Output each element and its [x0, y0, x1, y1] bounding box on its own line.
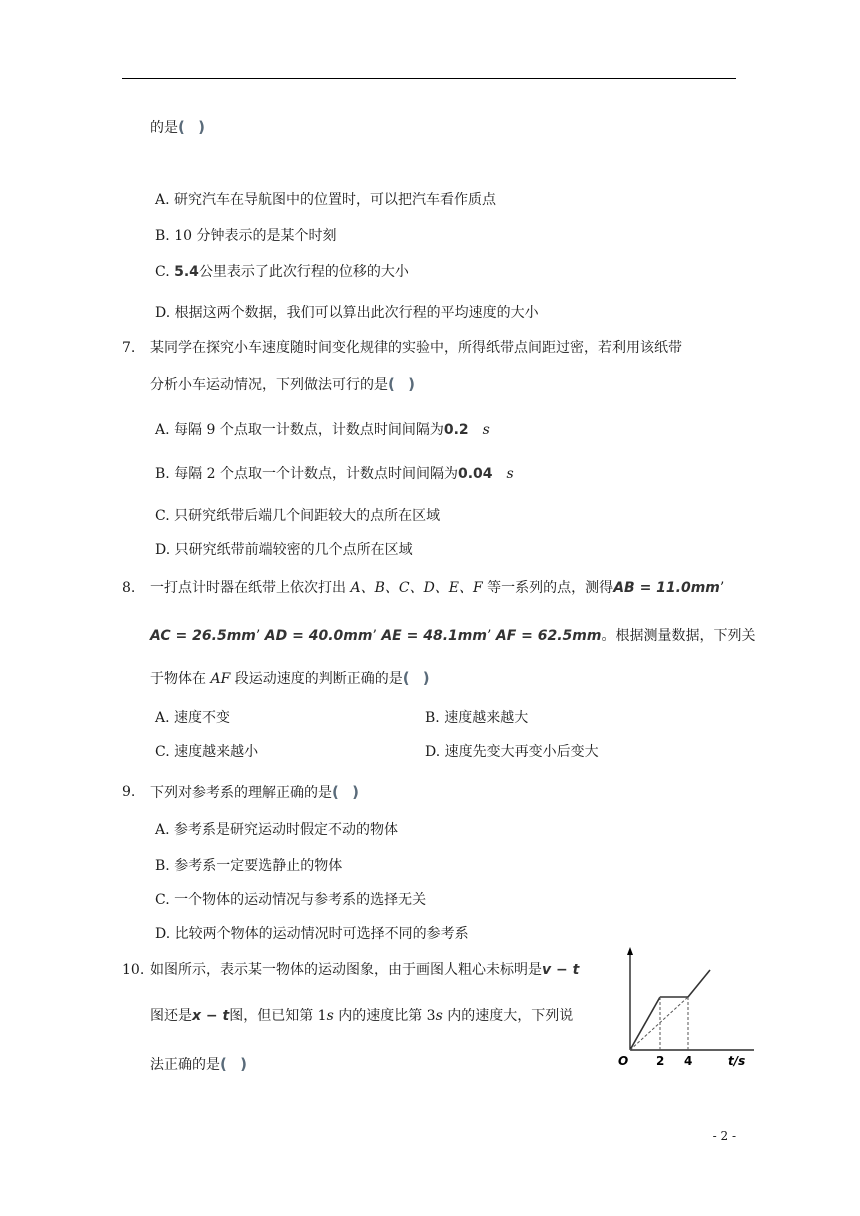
q8-option-d: D. 速度先变大再变小后变大: [425, 744, 599, 760]
q7-option-d: D. 只研究纸带前端较密的几个点所在区域: [155, 542, 413, 558]
q7-stem-line2: 分析小车运动情况，下列做法可行的是( ): [150, 375, 419, 393]
q7-option-a: A. 每隔 9 个点取一计数点，计数点时间间隔为0.2 s: [155, 422, 490, 438]
q8-number: 8.: [122, 580, 136, 596]
tick-label-2: 2: [656, 1054, 665, 1068]
math-ad: AD = 40.0mm: [264, 628, 373, 644]
page-number: - 2 -: [712, 1129, 736, 1143]
q9-stem: 下列对参考系的理解正确的是( ): [150, 783, 363, 801]
q8-option-b: B. 速度越来越大: [425, 710, 529, 726]
math-v-t: v − t: [542, 962, 580, 978]
q8-stem-line1: 一打点计时器在纸带上依次打出 A、B、C、D、E、F 等一系列的点，测得AB = 11.0mm’: [150, 580, 725, 596]
q8-option-a: A. 速度不变: [155, 710, 231, 726]
q8-stem-line2: AC = 26.5mm’ AD = 40.0mm’ AE = 48.1mm’ AF = 62.5mm。根据测量数据，下列关: [150, 628, 756, 644]
origin-label: O: [618, 1054, 629, 1068]
q8-option-c: C. 速度越来越小: [155, 744, 259, 760]
graph-segment-1: [630, 997, 660, 1050]
answer-paren: ( ): [178, 118, 209, 136]
q7-option-c: C. 只研究纸带后端几个间距较大的点所在区域: [155, 508, 441, 524]
math-0-2: 0.2: [443, 422, 469, 438]
vertical-axis-arrow: [627, 947, 633, 955]
answer-paren: ( ): [402, 669, 434, 687]
q8-stem-line3: 于物体在 AF 段运动速度的判断正确的是( ): [150, 669, 434, 687]
q7-number: 7.: [122, 340, 136, 356]
math-0-04: 0.04: [458, 466, 493, 482]
motion-graph-figure: [604, 945, 768, 1075]
q10-stem-line3: 法正确的是( ): [150, 1055, 251, 1073]
q9-option-a: A. 参考系是研究运动时假定不动的物体: [155, 822, 399, 838]
math-5-4: 5.4: [174, 264, 199, 280]
q9-option-c: C. 一个物体的运动情况与参考系的选择无关: [155, 892, 427, 908]
math-ac: AC = 26.5mm: [150, 628, 256, 644]
q9-option-d: D. 比较两个物体的运动情况时可选择不同的参考系: [155, 926, 469, 942]
q9-option-b: B. 参考系一定要选静止的物体: [155, 858, 343, 874]
math-ae: AE = 48.1mm: [381, 628, 487, 644]
q6-option-a: A. 研究汽车在导航图中的位置时，可以把汽车看作质点: [155, 192, 497, 208]
q6-option-c: C. 5.4公里表示了此次行程的位移的大小: [155, 264, 409, 280]
q6-stem-tail: 的是( ): [150, 118, 209, 136]
header-rule: [122, 78, 736, 79]
answer-paren: ( ): [332, 783, 363, 801]
q10-number: 10.: [122, 962, 145, 978]
math-af: AF = 62.5mm: [495, 628, 602, 644]
axis-label-t: t/s: [728, 1054, 746, 1068]
math-x-t: x − t: [192, 1008, 230, 1024]
answer-paren: ( ): [220, 1055, 251, 1073]
graph-segment-3: [688, 970, 710, 997]
q9-number: 9.: [122, 784, 136, 800]
q6-option-b: B. 10 分钟表示的是某个时刻: [155, 228, 337, 244]
tick-label-4: 4: [684, 1054, 693, 1068]
q10-stem-line1: 如图所示，表示某一物体的运动图象，由于画图人粗心未标明是v − t: [150, 962, 580, 978]
q6-option-d: D. 根据这两个数据，我们可以算出此次行程的平均速度的大小: [155, 305, 539, 321]
q7-stem-line1: 某同学在探究小车速度随时间变化规律的实验中，所得纸带点间距过密，若利用该纸带: [150, 340, 682, 356]
q10-stem-line2: 图还是x − t图，但已知第 1s 内的速度比第 3s 内的速度大，下列说: [150, 1008, 574, 1024]
dashed-diagonal: [630, 997, 688, 1050]
q7-option-b: B. 每隔 2 个点取一个计数点，计数点时间间隔为0.04 s: [155, 466, 514, 482]
math-ab: AB = 11.0mm: [613, 580, 720, 596]
answer-paren: ( ): [388, 375, 419, 393]
